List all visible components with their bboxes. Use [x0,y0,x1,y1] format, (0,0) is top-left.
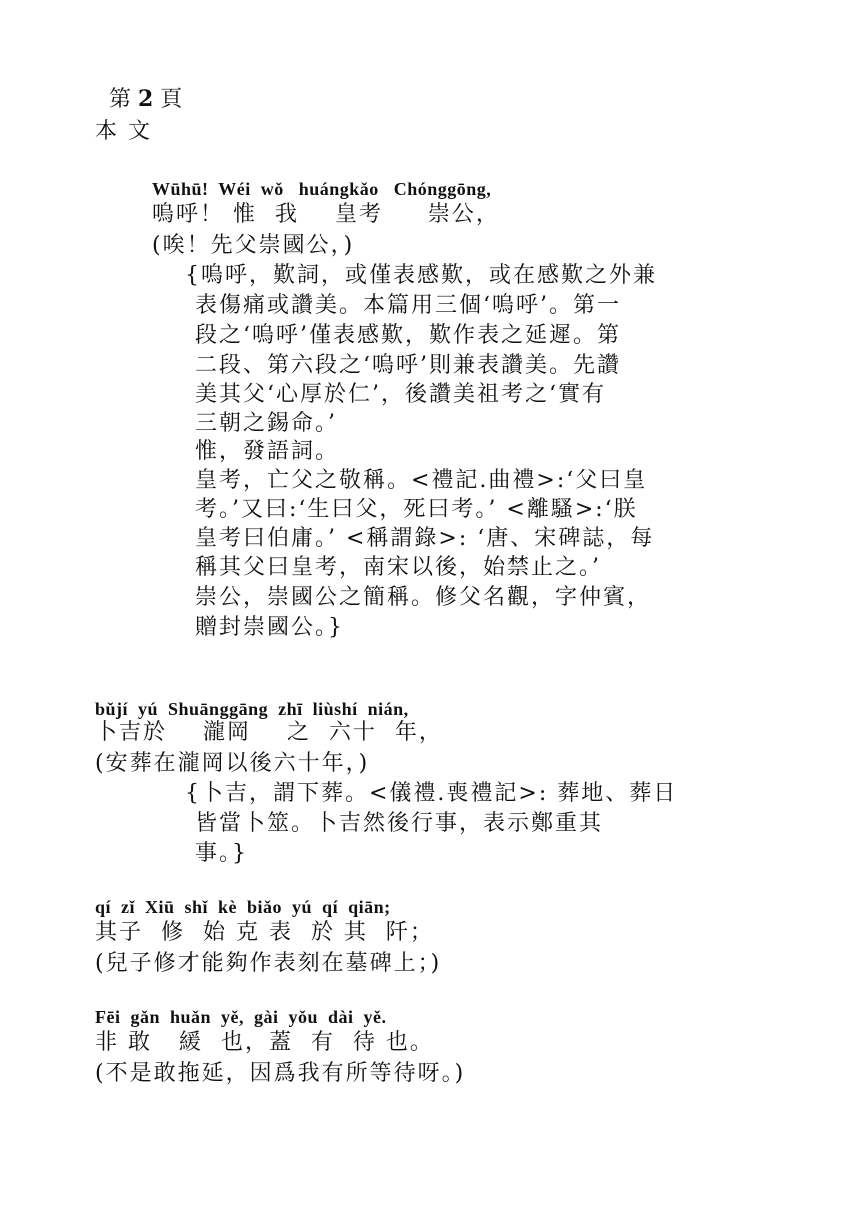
note-line: 事。} [195,841,248,866]
note-line: 段之‘嗚呼’僅表感歎，歎作表之延遲。第 [195,323,621,348]
translation-line: (唉！先父崇國公，) [152,233,355,258]
note-line: 考。’又曰:‘生曰父，死曰考。’ <離騷>:‘朕 [195,497,638,522]
note-line: 美其父‘心厚於仁’，後讚美祖考之‘實有 [195,382,606,407]
note-line: 贈封崇國公。} [195,615,344,640]
pinyin-line: Wūhū! Wéi wǒ huángkǎo Chónggōng, [152,179,492,199]
note-line: 二段、第六段之‘嗚呼’則兼表讚美。先讚 [195,353,621,378]
original-line: 卜吉於 瀧岡 之 六十 年， [95,720,443,745]
original-line: 非 敢 緩 也，蓋 有 待 也。 [95,1030,434,1055]
note-line: 表傷痛或讚美。本篇用三個‘嗚呼’。第一 [195,293,621,318]
page-header [95,66,182,111]
note-line: {嗚呼，歎詞，或僅表感歎，或在感歎之外兼 [185,263,657,288]
note-line: 稱其父曰皇考，南宋以後，始禁止之。’ [195,555,601,580]
note-line: 惟，發語詞。 [195,439,340,464]
note-line: 三朝之錫命。’ [195,411,337,436]
note-line: 崇公，崇國公之簡稱。修父名觀，字仲賓， [195,585,652,610]
note-line: {卜吉，謂下葬。<儀禮.喪禮記>: 葬地、葬日 [185,781,678,806]
page-header-post: 頁 [153,87,183,112]
pinyin-line: Fēi gǎn huǎn yě, gài yǒu dài yě. [95,1007,387,1027]
translation-line: (不是敢拖延，因爲我有所等待呀。) [95,1061,466,1086]
note-line: 皇考曰伯庸。’ <稱謂錄>: ‘唐、宋碑誌，每 [195,526,655,551]
note-line: 皆當卜筮。卜吉然後行事，表示鄭重其 [195,811,604,836]
translation-line: (安葬在瀧岡以後六十年，) [95,751,370,776]
page-number: 2 [138,86,154,112]
page-header-pre: 第 [109,87,138,112]
note-line: 皇考，亡父之敬稱。<禮記.曲禮>:‘父曰皇 [195,468,648,493]
translation-line: (兒子修才能夠作表刻在墓碑上；) [95,951,442,976]
section-title: 本 文 [95,119,152,144]
pinyin-line: bǔjí yú Shuānggāng zhī liùshí nián, [95,699,409,719]
original-line: 其子 修 始 克 表 於 其 阡； [95,920,434,945]
original-line: 嗚呼！ 惟 我 皇考 崇公， [152,202,500,227]
pinyin-line: qí zǐ Xiū shǐ kè biǎo yú qí qiān; [95,897,391,917]
